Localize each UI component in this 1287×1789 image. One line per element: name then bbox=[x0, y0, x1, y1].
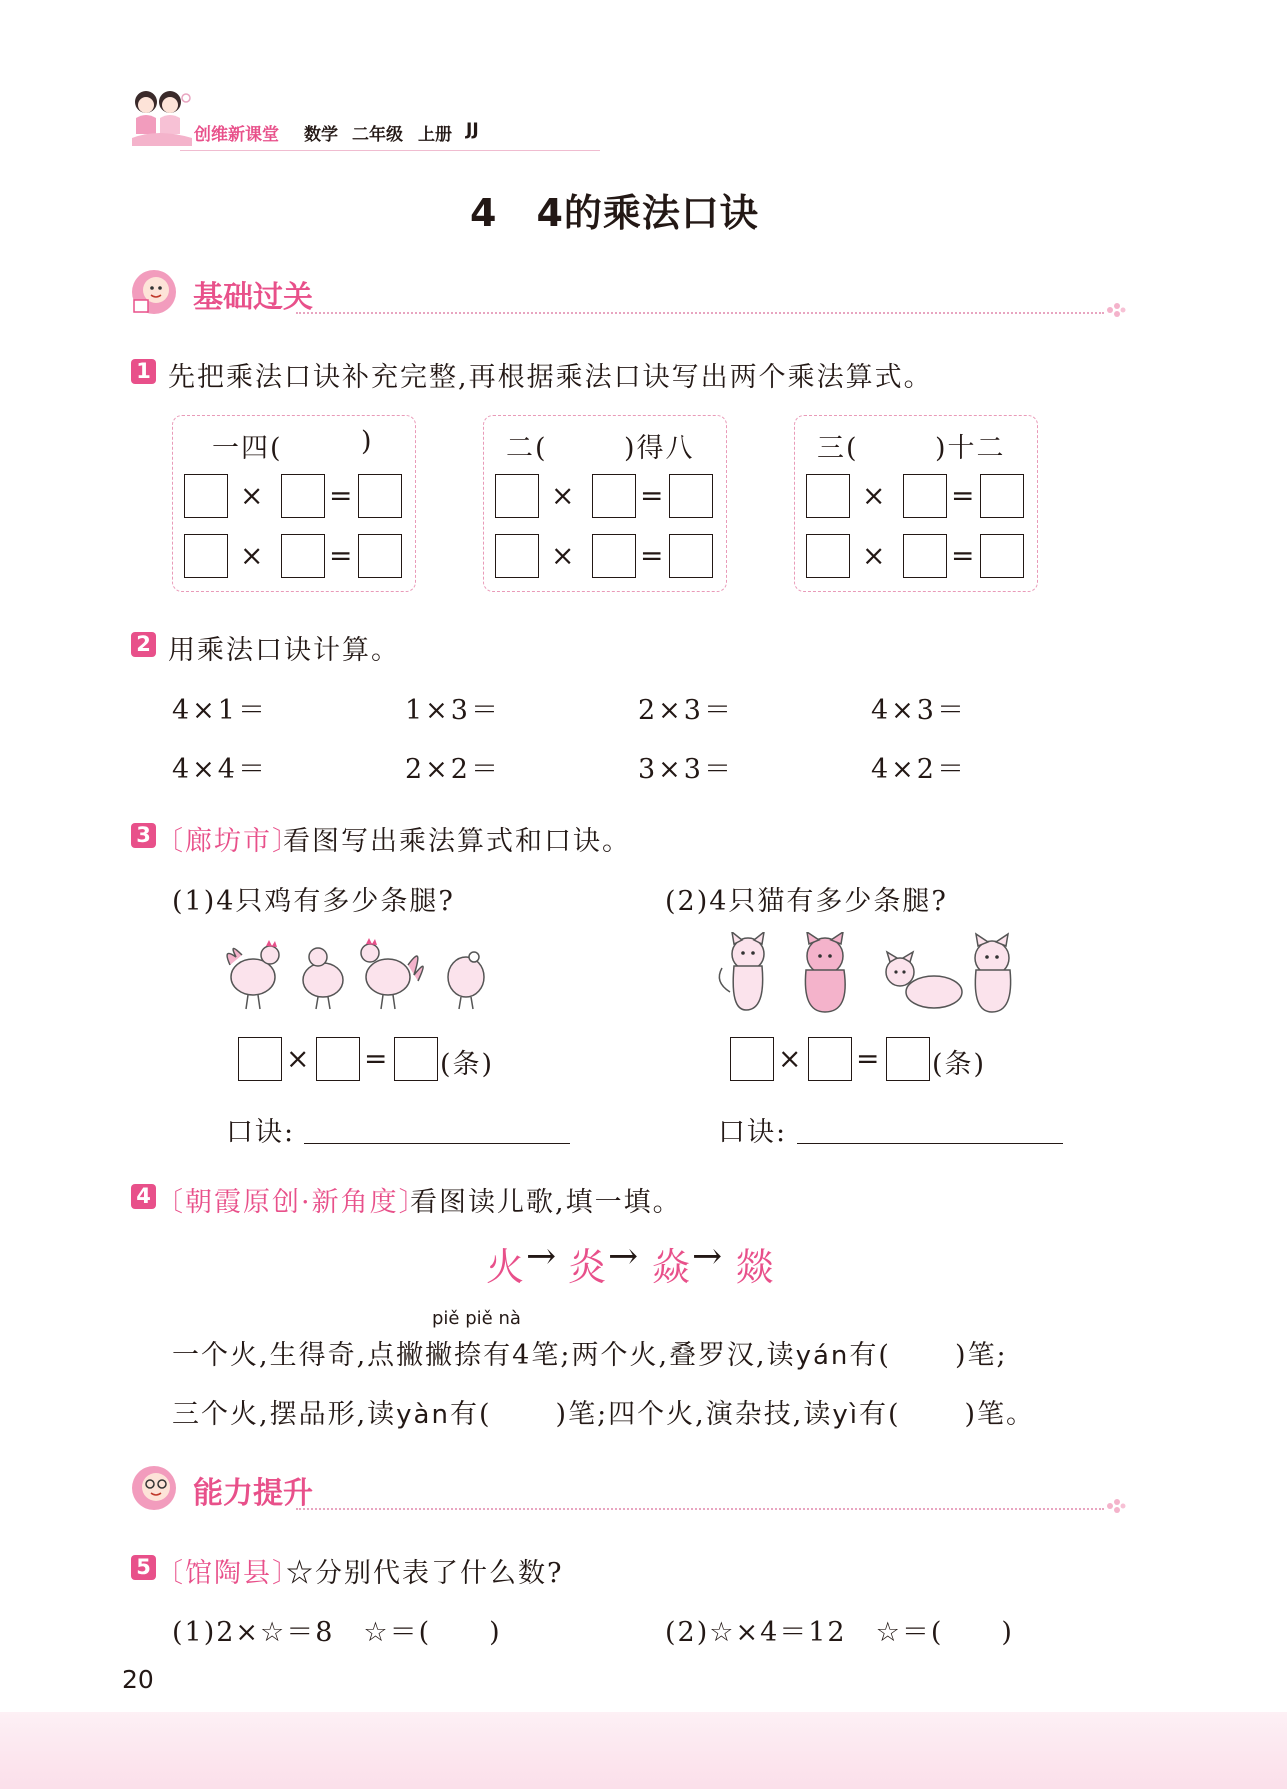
section-mascot-icon bbox=[128, 1462, 184, 1512]
equals-sign: = bbox=[951, 479, 975, 512]
q3-part1-rhyme-line[interactable] bbox=[304, 1143, 570, 1144]
q5-number-badge: 5 bbox=[131, 1555, 156, 1580]
times-sign: × bbox=[240, 539, 264, 572]
q4-line2-a: 三个火,摆品形,读 bbox=[172, 1399, 397, 1430]
fire-char-4: 燚 bbox=[736, 1245, 775, 1289]
section-divider bbox=[296, 1508, 1104, 1510]
times-sign: × bbox=[551, 479, 575, 512]
header-subject: 数学 bbox=[304, 125, 338, 145]
q4-line2-pinyin1: yàn bbox=[396, 1400, 450, 1430]
header-brand: 创维新课堂 bbox=[194, 125, 279, 145]
q1-answer-box[interactable] bbox=[806, 474, 850, 518]
q1-group-3-rhyme-end: )十二 bbox=[935, 433, 1006, 464]
q4-rhyme-line2-text bbox=[172, 1392, 1035, 1431]
q1-answer-box[interactable] bbox=[669, 474, 713, 518]
q1-answer-box[interactable] bbox=[669, 534, 713, 578]
q3-part1-rhyme-label: 口诀: bbox=[226, 1117, 296, 1148]
q3-part1-answer-box[interactable] bbox=[238, 1037, 282, 1081]
q1-answer-box[interactable] bbox=[980, 474, 1024, 518]
q3-part1-answer-box[interactable] bbox=[394, 1037, 438, 1081]
q3-source-tag: 〔廊坊市〕 bbox=[156, 826, 301, 857]
q1-answer-box[interactable] bbox=[592, 474, 636, 518]
times-sign: × bbox=[862, 539, 886, 572]
equals-sign: = bbox=[364, 1042, 388, 1075]
q3-number-badge: 3 bbox=[131, 823, 156, 848]
q3-part1-answer-box[interactable] bbox=[316, 1037, 360, 1081]
q1-answer-box[interactable] bbox=[184, 534, 228, 578]
q1-group-2-rhyme-end: )得八 bbox=[624, 433, 695, 464]
q4-line2-b: 有( bbox=[449, 1399, 492, 1430]
section-title-basic: 基础过关 bbox=[193, 280, 313, 315]
equals-sign: = bbox=[329, 479, 353, 512]
q2-expression: 4×1＝ bbox=[172, 695, 268, 726]
q3-part2-rhyme-line[interactable] bbox=[797, 1143, 1063, 1144]
equals-sign: = bbox=[856, 1042, 880, 1075]
q4-line1-c: )笔; bbox=[954, 1340, 1008, 1371]
equals-sign: = bbox=[640, 539, 664, 572]
page-title: 4 4的乘法口诀 bbox=[470, 191, 759, 235]
header-grade: 二年级 bbox=[352, 125, 403, 145]
q1-answer-box[interactable] bbox=[184, 474, 228, 518]
q1-number-badge: 1 bbox=[131, 359, 156, 384]
times-sign: × bbox=[551, 539, 575, 572]
q2-expression: 4×4＝ bbox=[172, 754, 268, 785]
arrow: → bbox=[692, 1236, 723, 1277]
q2-number-badge: 2 bbox=[131, 632, 156, 657]
q1-answer-box[interactable] bbox=[281, 534, 325, 578]
page-number: 20 bbox=[122, 1665, 154, 1694]
q2-expression: 4×2＝ bbox=[871, 754, 967, 785]
times-sign: × bbox=[286, 1042, 310, 1075]
q2-expression: 4×3＝ bbox=[871, 695, 967, 726]
header-rule bbox=[180, 150, 600, 151]
arrow: → bbox=[608, 1236, 639, 1277]
arrow: → bbox=[526, 1236, 557, 1277]
q1-group-3-rhyme-start: 三( bbox=[817, 433, 859, 464]
q5-prompt: ☆分别代表了什么数? bbox=[286, 1558, 564, 1589]
chickens-illustration bbox=[218, 935, 500, 1015]
q4-line2-d: 有( bbox=[858, 1399, 901, 1430]
q1-answer-box[interactable] bbox=[592, 534, 636, 578]
fire-char-1: 火 bbox=[486, 1245, 525, 1289]
q4-line2-pinyin2: yì bbox=[832, 1400, 859, 1430]
q5-source-tag: 〔馆陶县〕 bbox=[156, 1558, 301, 1589]
header-edition: JJ bbox=[466, 120, 479, 140]
section-title-advanced: 能力提升 bbox=[193, 1476, 313, 1511]
q3-part2-answer-box[interactable] bbox=[886, 1037, 930, 1081]
q1-answer-box[interactable] bbox=[281, 474, 325, 518]
times-sign: × bbox=[862, 479, 886, 512]
q3-part1-question: (1)4只鸡有多少条腿? bbox=[172, 886, 455, 917]
q1-answer-box[interactable] bbox=[980, 534, 1024, 578]
times-sign: × bbox=[778, 1042, 802, 1075]
equals-sign: = bbox=[951, 539, 975, 572]
q4-source-tag: 〔朝霞原创·新角度〕 bbox=[156, 1187, 428, 1218]
header-volume: 上册 bbox=[418, 125, 452, 145]
fire-char-3: 焱 bbox=[652, 1245, 691, 1289]
q2-expression: 2×3＝ bbox=[638, 695, 734, 726]
q2-expression: 3×3＝ bbox=[638, 754, 734, 785]
q3-part2-question: (2)4只猫有多少条腿? bbox=[665, 886, 948, 917]
footer-band bbox=[0, 1712, 1287, 1789]
q1-group-1-rhyme-start: 一四( bbox=[212, 433, 283, 464]
q1-answer-box[interactable] bbox=[806, 534, 850, 578]
q3-part2-unit: (条) bbox=[932, 1049, 987, 1080]
flower-decoration-icon bbox=[1104, 1496, 1128, 1516]
q1-answer-box[interactable] bbox=[495, 474, 539, 518]
q1-answer-box[interactable] bbox=[903, 474, 947, 518]
q3-prompt: 看图写出乘法算式和口诀。 bbox=[283, 826, 631, 857]
q4-line2-c: )笔;四个火,演杂技,读 bbox=[555, 1399, 833, 1430]
q2-prompt: 用乘法口诀计算。 bbox=[168, 635, 400, 666]
q4-line1-a: 一个火,生得奇,点撇撇捺有4笔;两个火,叠罗汉,读 bbox=[172, 1340, 796, 1371]
q1-answer-box[interactable] bbox=[495, 534, 539, 578]
q4-rhyme-line1-text bbox=[172, 1333, 1008, 1372]
q1-group-1-rhyme-end: ) bbox=[361, 426, 374, 457]
pinyin-annotation: piě piě nà bbox=[432, 1308, 521, 1329]
section-divider bbox=[296, 312, 1104, 314]
q4-number-badge: 4 bbox=[131, 1184, 156, 1209]
equals-sign: = bbox=[640, 479, 664, 512]
header-mascot-logo bbox=[126, 88, 198, 150]
times-sign: × bbox=[240, 479, 264, 512]
q2-expression: 1×3＝ bbox=[405, 695, 501, 726]
q2-expression: 2×2＝ bbox=[405, 754, 501, 785]
cats-illustration bbox=[710, 932, 1030, 1016]
q1-answer-box[interactable] bbox=[358, 474, 402, 518]
flower-decoration-icon bbox=[1104, 300, 1128, 320]
q1-group-2-rhyme-start: 二( bbox=[506, 433, 548, 464]
section-mascot-icon bbox=[128, 266, 184, 316]
q4-line1-b: 有( bbox=[849, 1340, 891, 1371]
q3-part2-answer-box[interactable] bbox=[808, 1037, 852, 1081]
q3-part2-rhyme-label: 口诀: bbox=[718, 1117, 788, 1148]
q4-line2-e: )笔。 bbox=[964, 1399, 1036, 1430]
q3-part1-unit: (条) bbox=[440, 1049, 495, 1080]
q1-answer-box[interactable] bbox=[903, 534, 947, 578]
q4-line1-pinyin: yán bbox=[795, 1341, 850, 1371]
q4-prompt: 看图读儿歌,填一填。 bbox=[410, 1187, 682, 1218]
q3-part2-answer-box[interactable] bbox=[730, 1037, 774, 1081]
q1-prompt: 先把乘法口诀补充完整,再根据乘法口诀写出两个乘法算式。 bbox=[168, 362, 933, 393]
equals-sign: = bbox=[329, 539, 353, 572]
q5-part1: (1)2×☆＝8 ☆＝( ) bbox=[172, 1617, 502, 1648]
fire-char-2: 炎 bbox=[568, 1245, 607, 1289]
q5-part2: (2)☆×4＝12 ☆＝( ) bbox=[665, 1617, 1014, 1648]
q1-answer-box[interactable] bbox=[358, 534, 402, 578]
